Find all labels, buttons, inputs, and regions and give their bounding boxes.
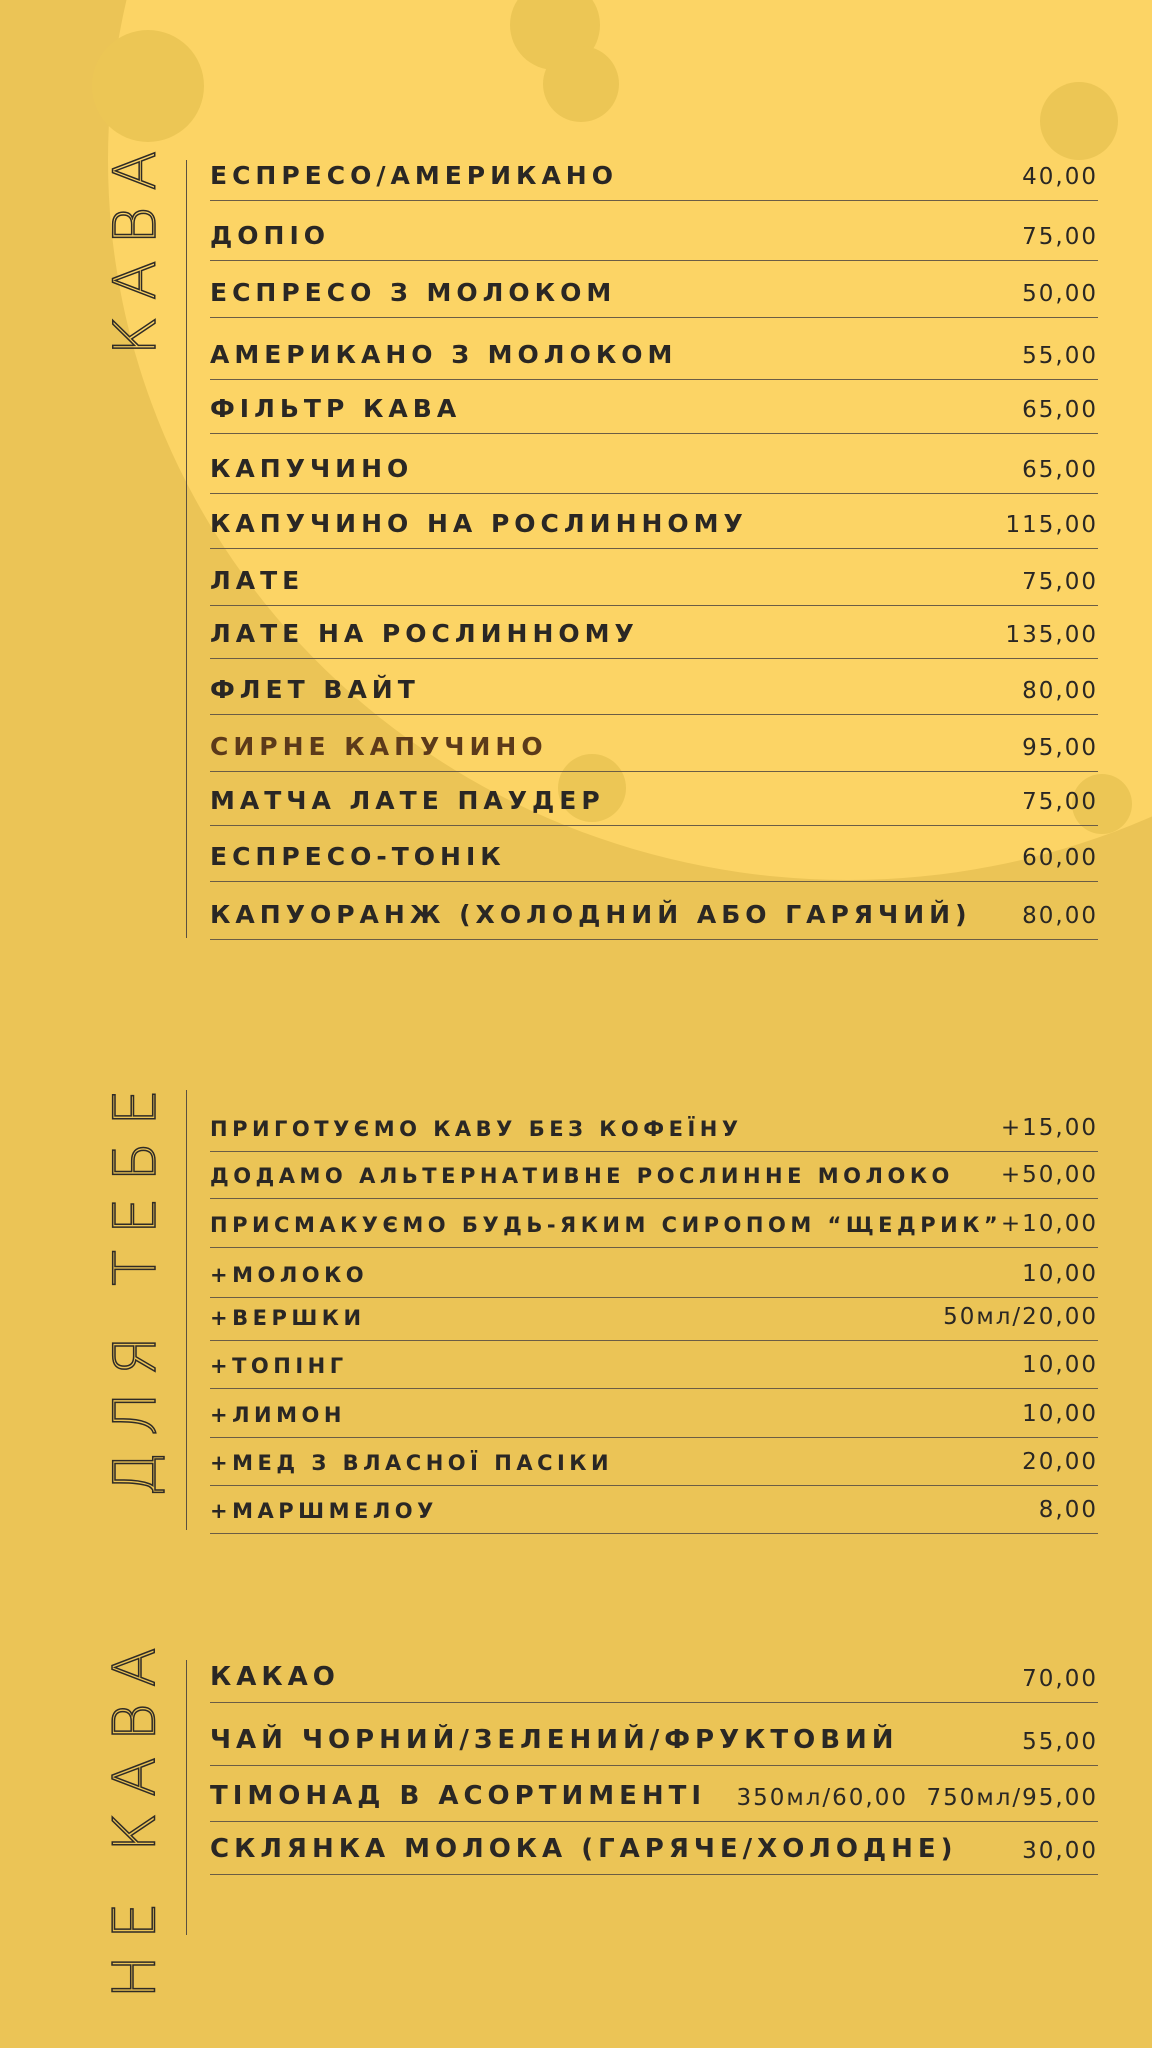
item-name: КАПУЧИНО НА РОСЛИННОМУ [210, 509, 748, 538]
item-name: +МЕД З ВЛАСНОЇ ПАСІКИ [210, 1451, 614, 1475]
item-name: +ЛИМОН [210, 1403, 346, 1427]
item-name: ЛАТЕ [210, 566, 305, 595]
item-name: ДОПІО [210, 221, 330, 250]
item-price: 75,00 [1022, 789, 1098, 815]
menu-item [210, 1388, 1098, 1438]
item-name: +МОЛОКО [210, 1263, 369, 1287]
menu-item [210, 1485, 1098, 1534]
item-name: ФІЛЬТР КАВА [210, 394, 462, 423]
menu-item [210, 1437, 1098, 1486]
item-price: 10,00 [1022, 1352, 1098, 1378]
menu-item [210, 493, 1098, 549]
item-name: ДОДАМО АЛЬТЕРНАТИВНЕ РОСЛИННЕ МОЛОКО [210, 1164, 954, 1188]
item-price: 60,00 [1022, 845, 1098, 871]
item-name: СИРНЕ КАПУЧИНО [210, 732, 548, 761]
item-price: 55,00 [1022, 1729, 1098, 1755]
item-name: ЕСПРЕСО-ТОНІК [210, 842, 506, 871]
section-title-coffee [85, 134, 185, 356]
item-price: 115,00 [1005, 512, 1098, 538]
item-price: 135,00 [1005, 622, 1098, 648]
item-name: +МАРШМЕЛОУ [210, 1499, 438, 1523]
item-name: ПРИСМАКУЄМО БУДЬ-ЯКИМ СИРОПОМ “ЩЕДРИК” [210, 1213, 1003, 1237]
menu-item [210, 260, 1098, 318]
item-price: +10,00 [1000, 1211, 1098, 1237]
menu-item [210, 1765, 1098, 1822]
menu-item [210, 1702, 1098, 1766]
menu-item [210, 1247, 1098, 1298]
menu-item [210, 200, 1098, 261]
item-name: КАПУЧИНО [210, 454, 414, 483]
section-divider [186, 1090, 187, 1530]
item-name: ЛАТЕ НА РОСЛИННОМУ [210, 619, 639, 648]
menu-item [210, 1151, 1098, 1199]
menu-item [210, 825, 1098, 882]
item-name: МАТЧА ЛАТЕ ПАУДЕР [210, 786, 605, 815]
item-name: КАПУОРАНЖ (ХОЛОДНИЙ АБО ГАРЯЧИЙ) [210, 900, 972, 929]
menu-item [210, 605, 1098, 659]
section-title-text: ДЛЯ ТЕБЕ [101, 1073, 170, 1497]
menu-item [210, 379, 1098, 434]
item-name: ЕСПРЕСО З МОЛОКОМ [210, 278, 617, 307]
item-price: 10,00 [1022, 1401, 1098, 1427]
item-price: 10,00 [1022, 1261, 1098, 1287]
item-price: 55,00 [1022, 343, 1098, 369]
section-title-not-coffee [85, 1631, 185, 1999]
menu-item [210, 658, 1098, 715]
section-title-text: КАВА [101, 134, 170, 356]
section-divider [186, 160, 187, 938]
item-name: ФЛЕТ ВАЙТ [210, 675, 420, 704]
item-price: 8,00 [1038, 1497, 1098, 1523]
menu-item [210, 1198, 1098, 1248]
menu-item [210, 1640, 1098, 1703]
item-name: +ТОПІНГ [210, 1354, 348, 1378]
menu-item [210, 1821, 1098, 1875]
item-price-small: 350мл/60,00 [736, 1785, 908, 1811]
menu-item [210, 317, 1098, 380]
item-name: ЧАЙ ЧОРНИЙ/ЗЕЛЕНИЙ/ФРУКТОВИЙ [210, 1725, 899, 1755]
item-name: ПРИГОТУЄМО КАВУ БЕЗ КОФЕЇНУ [210, 1117, 743, 1141]
menu-item [210, 714, 1098, 772]
item-name: ТІМОНАД В АСОРТИМЕНТІ [210, 1781, 707, 1811]
menu-item [210, 1340, 1098, 1389]
decor-blob [543, 46, 619, 122]
item-name: +ВЕРШКИ [210, 1306, 366, 1330]
item-price-large: 750мл/95,00 [926, 1785, 1098, 1811]
menu-item [210, 433, 1098, 494]
section-title-text: НЕ КАВА [101, 1631, 170, 1999]
item-price: 65,00 [1022, 457, 1098, 483]
item-price: 80,00 [1022, 678, 1098, 704]
menu-item [210, 548, 1098, 606]
item-price: 75,00 [1022, 224, 1098, 250]
item-name: СКЛЯНКА МОЛОКА (ГАРЯЧЕ/ХОЛОДНЕ) [210, 1834, 958, 1864]
section-title-for-you [85, 1073, 185, 1497]
item-price: 80,00 [1022, 903, 1098, 929]
menu-item [210, 881, 1098, 940]
menu-item [210, 1100, 1098, 1152]
item-price: +50,00 [1000, 1162, 1098, 1188]
item-price: +15,00 [1000, 1115, 1098, 1141]
item-name: КАКАО [210, 1662, 340, 1692]
decor-blob [92, 30, 204, 142]
item-price: 40,00 [1022, 164, 1098, 190]
item-price: 65,00 [1022, 397, 1098, 423]
menu-item [210, 140, 1098, 201]
item-price: 95,00 [1022, 735, 1098, 761]
item-price: 50мл/20,00 [943, 1304, 1098, 1330]
item-price: 50,00 [1022, 281, 1098, 307]
menu-item [210, 771, 1098, 826]
section-divider [186, 1660, 187, 1935]
item-name: АМЕРИКАНО З МОЛОКОМ [210, 340, 678, 369]
menu-item [210, 1297, 1098, 1341]
item-price: 75,00 [1022, 569, 1098, 595]
item-price: 30,00 [1022, 1838, 1098, 1864]
item-price: 70,00 [1022, 1666, 1098, 1692]
item-price: 20,00 [1022, 1449, 1098, 1475]
item-name: ЕСПРЕСО/АМЕРИКАНО [210, 161, 618, 190]
